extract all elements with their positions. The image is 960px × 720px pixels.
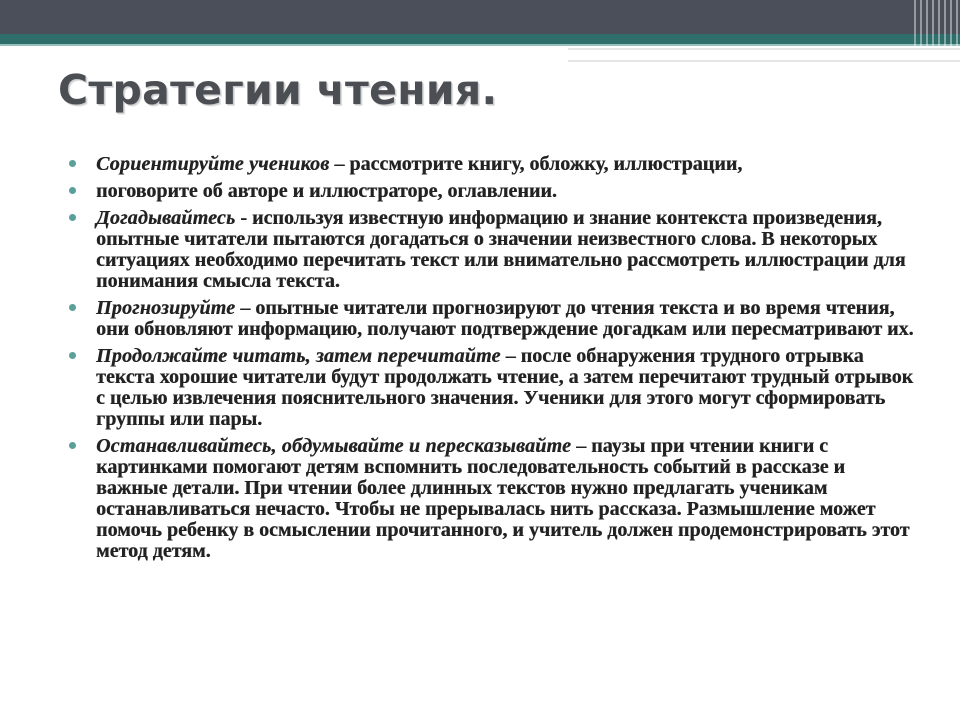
bullet-icon <box>69 352 76 359</box>
slide-title: Стратегии чтения. <box>58 66 498 114</box>
bullet-text: – рассмотрите книгу, обложку, иллюстрации, <box>329 153 743 175</box>
bullet-icon <box>69 214 76 221</box>
bullet-item <box>66 154 916 175</box>
bullet-icon <box>69 160 76 167</box>
slide-accent-underline <box>0 44 960 46</box>
bullet-icon <box>69 304 76 311</box>
bullet-lead: Останавливайтесь, обдумывайте и пересказывайте <box>96 435 572 457</box>
bullet-text: – паузы при чтении книги с картинками помогают детям вспомнить последовательность событий в рассказе и важные детали. При чтении более длинных текстов нужно предлагать ученикам останавливаться нечасто. Чтобы не прерывалась нить рассказа. Размышление может помочь ребенку в осмыслении прочитанного, и учитель должен продемонстрировать этот метод детям. <box>96 435 910 562</box>
bullet-lead: Сориентируйте учеников <box>96 153 330 175</box>
bullet-text: - используя известную информацию и знание контекста произведения, опытные читатели пытаются догадаться о значении неизвестного слова. В некоторых ситуациях необходимо перечитать текст или внимательно рассмотреть иллюстрации для понимания смысла текста. <box>96 207 906 292</box>
decorative-line <box>568 48 960 50</box>
bullet-lead: Прогнозируйте <box>96 297 236 319</box>
bullet-text: – опытные читатели прогнозируют до чтения текста и во время чтения, они обновляют информацию, получают подтверждение догадкам или пересматривают их. <box>96 297 914 340</box>
bullet-item <box>66 208 916 292</box>
bullet-item <box>66 298 916 340</box>
bullet-text: поговорите об авторе и иллюстраторе, оглавлении. <box>96 180 557 202</box>
bullet-item <box>66 181 916 202</box>
slide-header-bar <box>0 0 960 34</box>
slide-accent-band <box>0 34 960 44</box>
bullet-item <box>66 346 916 430</box>
bullet-text: – после обнаружения трудного отрывка текста хорошие читатели будут продолжать чтение, а затем перечитают трудный отрывок с целью извлечения пояснительного значения. Ученики для этого могут сформировать группы или пары. <box>96 345 914 430</box>
decorative-line <box>568 60 960 62</box>
bullet-item <box>66 436 916 562</box>
bullet-lead: Догадывайтесь <box>96 207 236 229</box>
bullet-icon <box>69 187 76 194</box>
bullet-lead: Продолжайте читать, затем перечитайте <box>96 345 501 367</box>
decorative-stripes <box>914 0 960 62</box>
bullet-icon <box>69 442 76 449</box>
bullet-list <box>66 154 916 568</box>
